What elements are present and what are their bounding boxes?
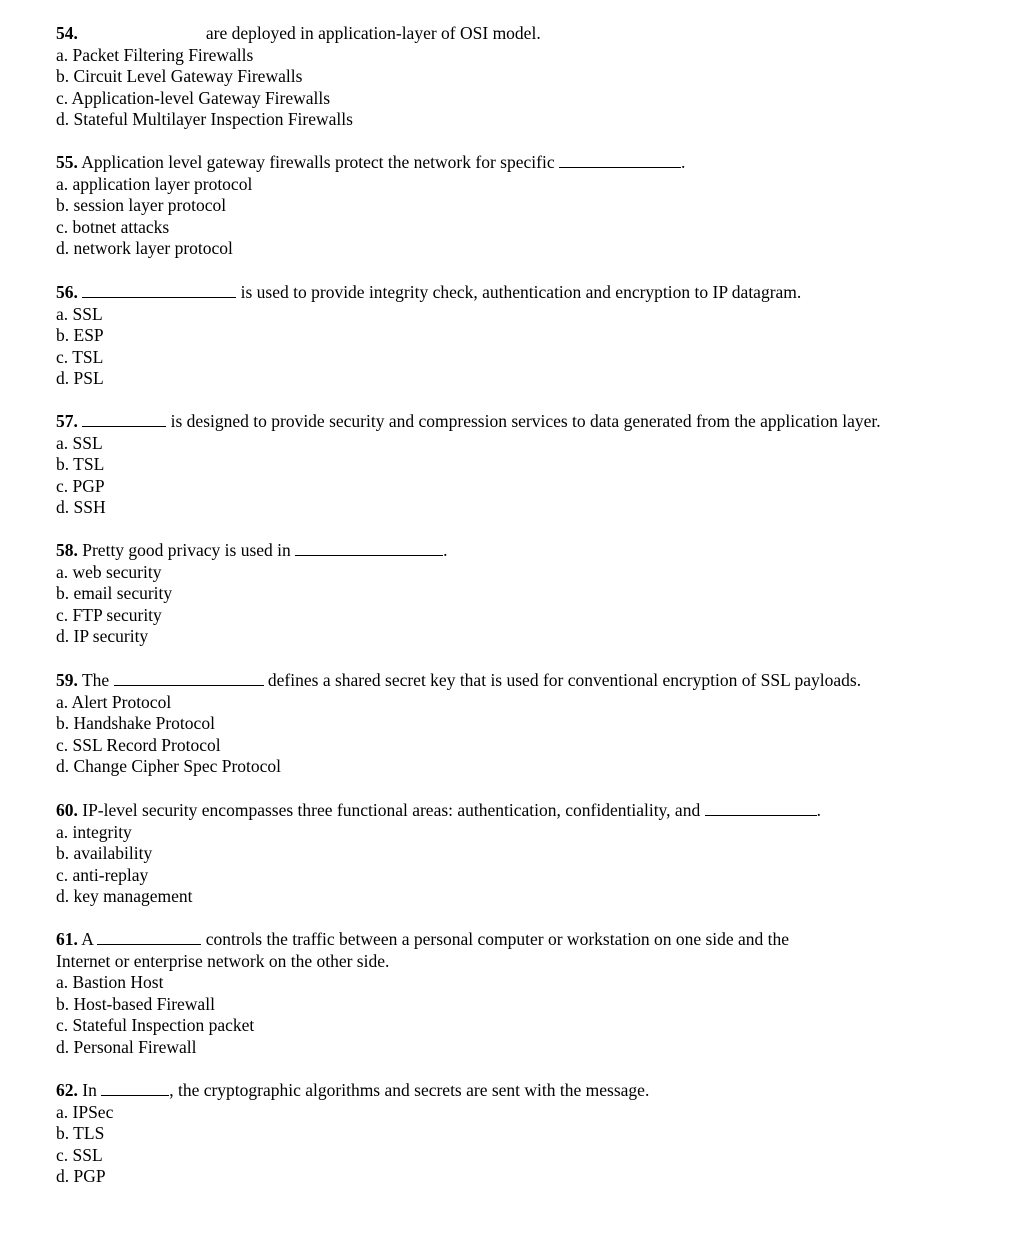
option-d[interactable]: d. PSL	[56, 368, 104, 389]
option-c[interactable]: c. SSL Record Protocol	[56, 734, 221, 755]
question-56	[56, 282, 996, 390]
option-c[interactable]: c. Stateful Inspection packet	[56, 1015, 255, 1036]
question-stem	[56, 152, 996, 174]
option-d[interactable]: d. key management	[56, 886, 193, 907]
option-b[interactable]: b. TLS	[56, 1123, 105, 1144]
option-d[interactable]: d. Personal Firewall	[56, 1036, 197, 1057]
option-a[interactable]: a. IPSec	[56, 1101, 114, 1122]
option-b[interactable]: b. ESP	[56, 325, 104, 346]
question-stem	[56, 411, 996, 433]
option-a[interactable]: a. Packet Filtering Firewalls	[56, 44, 254, 65]
question-62	[56, 1080, 996, 1188]
question-stem	[56, 670, 996, 692]
question-text: Pretty good privacy is used in	[82, 540, 291, 560]
question-stem	[56, 282, 996, 304]
question-55	[56, 152, 996, 260]
question-60	[56, 800, 996, 908]
question-number: 58.	[56, 540, 78, 560]
question-stem	[56, 929, 996, 951]
answer-blank[interactable]	[82, 282, 236, 298]
question-text-end: .	[443, 540, 448, 560]
option-c[interactable]: c. TSL	[56, 346, 104, 367]
answer-blank[interactable]	[705, 800, 817, 816]
question-number: 57.	[56, 411, 78, 431]
answer-blank[interactable]	[82, 411, 166, 427]
option-a[interactable]: a. SSL	[56, 303, 103, 324]
answer-blank[interactable]	[97, 929, 201, 945]
option-a[interactable]: a. integrity	[56, 821, 132, 842]
question-text: In	[82, 1080, 97, 1100]
question-number: 62.	[56, 1080, 78, 1100]
question-number: 55.	[56, 152, 78, 172]
option-d[interactable]: d. Change Cipher Spec Protocol	[56, 756, 282, 777]
question-text-end: defines a shared secret key that is used for conventional encryption of SSL payloads.	[267, 670, 862, 690]
option-d[interactable]: d. PGP	[56, 1166, 106, 1187]
option-c[interactable]: c. SSL	[56, 1144, 103, 1165]
question-stem-continued: Internet or enterprise network on the other side.	[56, 950, 390, 971]
question-stem	[56, 1080, 996, 1102]
question-text: is designed to provide security and compression services to data generated from the application layer.	[170, 411, 881, 431]
question-text-end: .	[680, 152, 686, 172]
question-text: IP-level security encompasses three functional areas: authentication, confidentiality, and	[82, 800, 701, 820]
question-number: 61.	[56, 929, 78, 949]
answer-blank[interactable]	[295, 540, 443, 556]
question-59	[56, 670, 996, 778]
option-a[interactable]: a. SSL	[56, 432, 103, 453]
option-c[interactable]: c. FTP security	[56, 604, 162, 625]
option-b[interactable]: b. TSL	[56, 454, 105, 475]
option-a[interactable]: a. application layer protocol	[56, 173, 253, 194]
question-number: 60.	[56, 800, 78, 820]
option-b[interactable]: b. availability	[56, 843, 153, 864]
option-a[interactable]: a. Alert Protocol	[56, 691, 172, 712]
question-text-end: , the cryptographic algorithms and secrets are sent with the message.	[169, 1080, 650, 1100]
question-number: 54.	[56, 23, 78, 43]
question-number: 59.	[56, 670, 78, 690]
option-b[interactable]: b. Handshake Protocol	[56, 713, 215, 734]
answer-blank[interactable]	[101, 1080, 169, 1096]
option-d[interactable]: d. Stateful Multilayer Inspection Firewalls	[56, 109, 353, 130]
question-58	[56, 540, 996, 648]
question-57	[56, 411, 996, 519]
question-text: are deployed in application-layer of OSI model.	[205, 23, 541, 43]
question-text: Application level gateway firewalls protect the network for specific	[81, 152, 555, 172]
question-stem	[56, 540, 996, 562]
question-61	[56, 929, 996, 1059]
question-text: The	[81, 670, 110, 690]
question-text: is used to provide integrity check, authentication and encryption to IP datagram.	[240, 282, 802, 302]
question-stem	[56, 800, 996, 822]
answer-blank[interactable]	[559, 152, 681, 168]
option-d[interactable]: d. SSH	[56, 497, 106, 518]
question-54	[56, 23, 996, 131]
option-b[interactable]: b. session layer protocol	[56, 195, 227, 216]
question-text: A	[81, 929, 93, 949]
option-b[interactable]: b. Host-based Firewall	[56, 993, 215, 1014]
question-text-end: controls the traffic between a personal computer or workstation on one side and the	[205, 929, 790, 949]
option-a[interactable]: a. web security	[56, 561, 162, 582]
option-a[interactable]: a. Bastion Host	[56, 972, 164, 993]
option-c[interactable]: c. botnet attacks	[56, 216, 170, 237]
option-d[interactable]: d. network layer protocol	[56, 238, 233, 259]
question-text-end: .	[816, 800, 821, 820]
question-stem	[56, 23, 996, 45]
option-b[interactable]: b. email security	[56, 583, 173, 604]
option-d[interactable]: d. IP security	[56, 626, 149, 647]
question-number: 56.	[56, 282, 78, 302]
option-c[interactable]: c. Application-level Gateway Firewalls	[56, 87, 331, 108]
answer-blank[interactable]	[114, 670, 264, 686]
option-c[interactable]: c. PGP	[56, 475, 105, 496]
option-b[interactable]: b. Circuit Level Gateway Firewalls	[56, 66, 303, 87]
option-c[interactable]: c. anti-replay	[56, 864, 149, 885]
